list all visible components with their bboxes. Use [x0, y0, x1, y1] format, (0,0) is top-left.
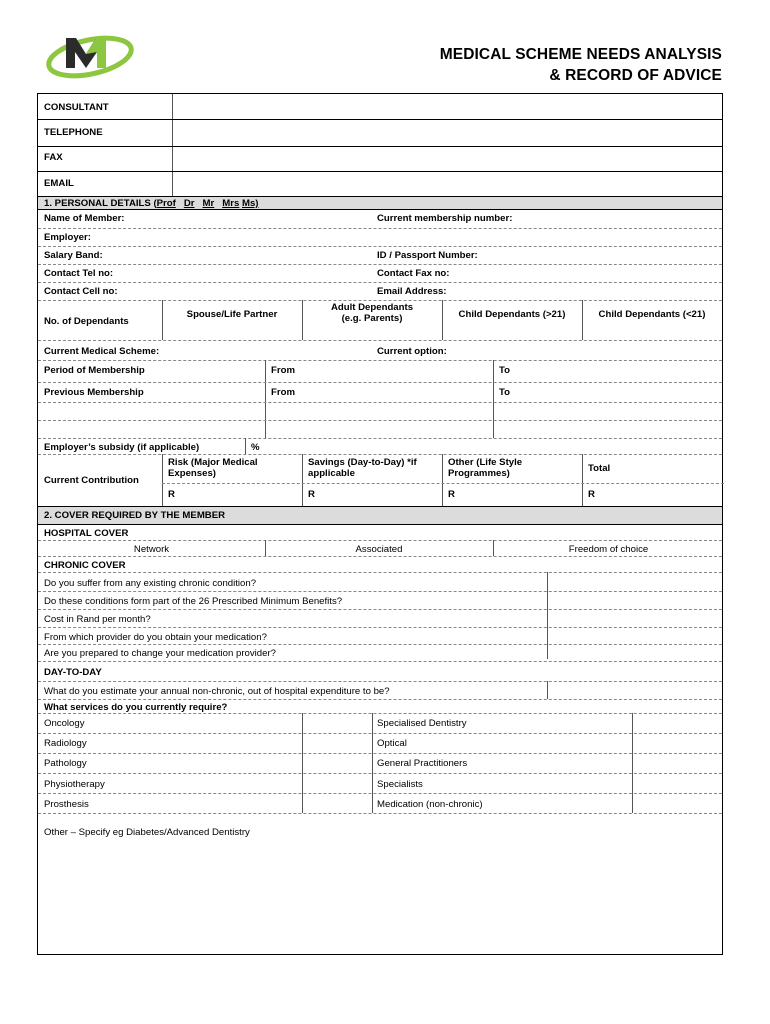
section2-heading: 2. COVER REQUIRED BY THE MEMBER	[44, 510, 226, 521]
adult-dependants-label	[302, 302, 442, 324]
col-divider	[372, 713, 373, 813]
employer-subsidy-label: Employer’s subsidy (if applicable)	[44, 442, 200, 453]
row-divider	[38, 282, 722, 283]
hospital-cover-label: HOSPITAL COVER	[44, 528, 129, 539]
other-label	[448, 457, 522, 479]
row-divider	[38, 644, 722, 645]
risk-rand: R	[168, 489, 175, 500]
col-divider	[582, 300, 583, 340]
col-divider	[265, 360, 266, 438]
id-passport-label: ID / Passport Number:	[377, 250, 478, 261]
email-address-label: Email Address:	[377, 286, 447, 297]
adult-dependants-line2: (e.g. Parents)	[341, 313, 403, 324]
chronic-question-4: From which provider do you obtain your medication?	[44, 632, 267, 643]
row-divider	[38, 699, 722, 700]
annual-expenditure-question: What do you estimate your annual non-chronic, out of hospital expenditure to be?	[44, 686, 390, 697]
col-divider	[302, 454, 303, 506]
col-divider	[302, 713, 303, 813]
row-divider	[38, 733, 722, 734]
current-medical-scheme-label: Current Medical Scheme:	[44, 346, 160, 357]
row-divider	[38, 382, 722, 383]
percent-label: %	[251, 442, 260, 453]
chronic-question-2: Do these conditions form part of the 26 Prescribed Minimum Benefits?	[44, 596, 343, 607]
company-logo	[46, 30, 134, 80]
period-to-label: To	[499, 365, 511, 376]
salary-band-label: Salary Band:	[44, 250, 103, 261]
col-divider	[442, 454, 443, 506]
services-question: What services do you currently require?	[44, 702, 228, 713]
col-divider	[162, 454, 163, 506]
risk-line2: Expenses)	[168, 468, 216, 479]
row-divider	[38, 713, 722, 714]
total-label: Total	[588, 463, 611, 474]
previous-to-label: To	[499, 387, 511, 398]
row-divider	[38, 591, 722, 592]
child-under-21-label: Child Dependants (<21)	[598, 309, 706, 320]
day-to-day-label: DAY-TO-DAY	[44, 667, 102, 678]
service-general-practitioners: General Practitioners	[377, 758, 468, 769]
name-of-member-label: Name of Member:	[44, 213, 125, 224]
row-divider	[38, 300, 722, 301]
service-optical: Optical	[377, 738, 407, 749]
service-prosthesis: Prosthesis	[44, 799, 89, 810]
service-oncology: Oncology	[44, 718, 85, 729]
row-divider	[38, 171, 722, 172]
row-divider	[38, 813, 722, 814]
section1-heading-text: 1. PERSONAL DETAILS (	[44, 198, 157, 209]
col-divider	[442, 300, 443, 340]
row-divider	[38, 340, 722, 341]
row-divider	[38, 119, 722, 120]
fax-label: FAX	[44, 152, 63, 163]
row-divider	[38, 506, 722, 507]
contact-tel-label: Contact Tel no:	[44, 268, 114, 279]
period-from-label: From	[271, 365, 295, 376]
row-divider	[38, 360, 722, 361]
row-divider	[38, 438, 722, 439]
title-line-1: MEDICAL SCHEME NEEDS ANALYSIS	[439, 46, 722, 63]
chronic-question-3: Cost in Rand per month?	[44, 614, 151, 625]
contact-fax-label: Contact Fax no:	[377, 268, 450, 279]
title-ms[interactable]: Ms)	[241, 198, 259, 209]
current-contribution-label: Current Contribution	[44, 475, 139, 486]
service-physiotherapy: Physiotherapy	[44, 779, 105, 790]
network-option[interactable]: Network	[133, 544, 170, 555]
row-divider	[38, 572, 722, 573]
service-specialists: Specialists	[377, 779, 423, 790]
consultant-label: CONSULTANT	[44, 102, 109, 113]
chronic-question-1: Do you suffer from any existing chronic condition?	[44, 578, 257, 589]
col-divider	[582, 454, 583, 506]
title-mrs[interactable]: Mrs	[222, 198, 240, 209]
row-divider	[38, 609, 722, 610]
row-divider	[38, 753, 722, 754]
row-divider	[38, 246, 722, 247]
row-divider	[38, 209, 722, 210]
contact-cell-label: Contact Cell no:	[44, 286, 118, 297]
period-of-membership-label: Period of Membership	[44, 365, 145, 376]
row-divider	[38, 228, 722, 229]
row-divider	[38, 264, 722, 265]
risk-line1: Risk (Major Medical	[168, 457, 258, 468]
row-divider	[38, 454, 722, 455]
row-divider	[38, 793, 722, 794]
savings-line1: Savings (Day-to-Day) *if	[308, 457, 417, 468]
savings-line2: applicable	[308, 468, 355, 479]
title-prof[interactable]: Prof	[156, 198, 176, 209]
telephone-label: TELEPHONE	[44, 127, 103, 138]
row-divider	[38, 773, 722, 774]
col-divider	[162, 300, 163, 340]
row-divider	[162, 483, 724, 484]
adult-dependants-line1: Adult Dependants	[330, 302, 414, 313]
title-line-2: & RECORD OF ADVICE	[549, 67, 722, 84]
col-divider	[245, 438, 246, 454]
no-of-dependants-label: No. of Dependants	[44, 316, 129, 327]
row-divider	[38, 627, 722, 628]
col-divider	[493, 360, 494, 438]
service-specialised-dentistry: Specialised Dentistry	[377, 718, 467, 729]
previous-from-label: From	[271, 387, 295, 398]
col-divider	[547, 681, 548, 699]
risk-label	[168, 457, 258, 479]
row-divider	[38, 524, 722, 525]
document-title	[440, 44, 722, 86]
row-divider	[38, 681, 722, 682]
service-pathology: Pathology	[44, 758, 87, 769]
other-specify-label: Other – Specify eg Diabetes/Advanced Dentistry	[44, 827, 250, 838]
title-mr[interactable]: Mr	[202, 198, 215, 209]
row-divider	[38, 146, 722, 147]
col-divider	[632, 713, 633, 813]
employer-label: Employer:	[44, 232, 91, 243]
membership-number-label: Current membership number:	[377, 213, 513, 224]
total-rand: R	[588, 489, 595, 500]
row-divider	[38, 540, 722, 541]
other-line1: Other (Life Style	[448, 457, 523, 468]
other-line2: Programmes)	[448, 468, 510, 479]
chronic-cover-label: CHRONIC COVER	[44, 560, 126, 571]
associated-option[interactable]: Associated	[355, 544, 403, 555]
savings-label	[308, 457, 417, 479]
service-radiology: Radiology	[44, 738, 87, 749]
current-option-label: Current option:	[377, 346, 447, 357]
savings-rand: R	[308, 489, 315, 500]
form-frame	[37, 93, 723, 955]
freedom-of-choice-option[interactable]: Freedom of choice	[568, 544, 649, 555]
previous-membership-label: Previous Membership	[44, 387, 144, 398]
row-divider	[38, 420, 722, 421]
row-divider	[38, 402, 722, 403]
spouse-label: Spouse/Life Partner	[186, 309, 278, 320]
email-label: EMAIL	[44, 178, 74, 189]
chronic-question-5: Are you prepared to change your medication provider?	[44, 648, 276, 659]
col-divider	[547, 572, 548, 659]
title-dr[interactable]: Dr	[183, 198, 195, 209]
row-divider	[38, 196, 722, 197]
row-divider	[38, 556, 722, 557]
child-over-21-label: Child Dependants (>21)	[458, 309, 566, 320]
section1-heading	[44, 198, 259, 209]
service-medication-non-chronic: Medication (non-chronic)	[377, 799, 483, 810]
row-divider	[38, 661, 722, 662]
other-rand: R	[448, 489, 455, 500]
